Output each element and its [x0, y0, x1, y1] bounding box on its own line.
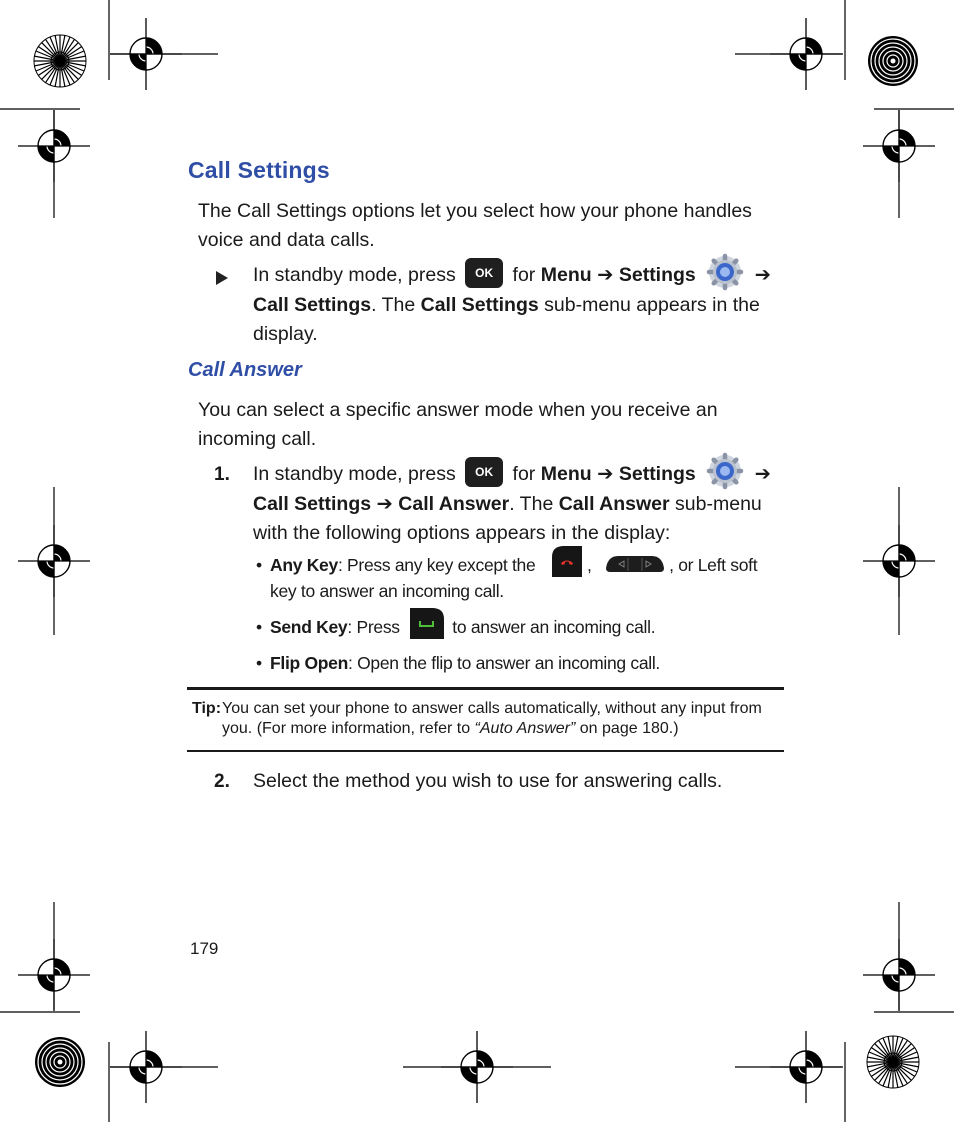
- nav-step-call-settings: Call Settings: [253, 294, 372, 316]
- tip-bottom-rule: [187, 750, 784, 752]
- nav-step-text-2: for: [512, 264, 536, 287]
- tip-text: [222, 699, 784, 739]
- section-title: Call Settings: [188, 157, 330, 183]
- step-1-text-3: . The: [509, 493, 554, 515]
- nav-step: [253, 261, 788, 349]
- step-1-arrow-3: ➔: [376, 493, 393, 515]
- nav-step-call-settings-2: Call Settings: [420, 294, 539, 316]
- nav-step-arrow-2: ➔: [754, 264, 771, 287]
- page-number: 179: [190, 939, 219, 958]
- option-any-key-text-2: ,: [586, 555, 592, 575]
- option-any-key-text-3: , or Left soft key to answer an incoming call.: [270, 555, 758, 602]
- step-1-call-answer: Call Answer: [398, 493, 510, 515]
- step-1-arrow-1: ➔: [597, 463, 614, 486]
- answer-options-list: [256, 553, 786, 675]
- nav-step-arrow-1: ➔: [597, 264, 614, 287]
- section-intro: The Call Settings options let you select how your phone handles voice and data calls.: [198, 200, 752, 251]
- option-flip-open-label: Flip Open: [270, 652, 348, 673]
- option-send-key-text-1: : Press: [347, 617, 400, 638]
- nav-step-menu: Menu: [540, 264, 592, 287]
- settings-gear-icon: [705, 452, 745, 490]
- option-flip-open-text: : Open the flip to answer an incoming call.: [348, 652, 660, 673]
- tip-label: Tip:: [192, 700, 222, 717]
- ok-key-icon: OK: [465, 258, 503, 288]
- option-send-key: [256, 615, 786, 640]
- nav-step-text-3: . The: [371, 294, 416, 316]
- tip-reference: “Auto Answer”: [474, 720, 576, 737]
- option-send-key-text-2: to answer an incoming call.: [452, 617, 656, 638]
- nav-step-text-1: In standby mode, press: [253, 264, 456, 287]
- step-2-text: Select the method you wish to use for answering calls.: [253, 770, 723, 792]
- step-1-text-4: sub-menu with the following options appears in the display:: [253, 493, 762, 544]
- tip-top-rule: [187, 687, 784, 690]
- option-send-key-label: Send Key: [270, 617, 348, 638]
- step-1-text-1: In standby mode, press: [253, 463, 456, 486]
- send-key-icon: [408, 605, 446, 641]
- step-1-settings: Settings: [618, 463, 696, 486]
- step-1-text-2: for: [512, 463, 536, 486]
- nav-step-settings: Settings: [618, 264, 696, 287]
- subsection-title: Call Answer: [188, 359, 302, 381]
- settings-gear-icon: [705, 253, 745, 291]
- tip-box: [192, 699, 784, 739]
- option-flip-open: [256, 651, 786, 675]
- end-key-icon: [548, 543, 584, 579]
- option-any-key: [256, 553, 786, 603]
- tip-text-1: You can set your phone to answer calls automatically, without any input from you. (For more information, refer to: [222, 700, 762, 737]
- step-1: [253, 460, 788, 548]
- step-1-call-answer-2: Call Answer: [558, 493, 670, 515]
- nav-step-text-4: sub-menu appears in the display.: [253, 294, 760, 345]
- step-2-number: 2.: [214, 771, 230, 792]
- tip-text-2: on page 180.): [579, 720, 679, 737]
- navigation-key-icon: [604, 554, 666, 574]
- step-1-number: 1.: [214, 464, 230, 485]
- step-1-call-settings: Call Settings: [253, 493, 372, 515]
- option-any-key-label: Any Key: [270, 555, 338, 575]
- subsection-intro: You can select a specific answer mode when you receive an incoming call.: [198, 399, 718, 450]
- step-1-arrow-2: ➔: [754, 463, 771, 486]
- step-arrow-icon: [216, 271, 228, 285]
- option-any-key-text-1: : Press any key except the: [337, 555, 536, 575]
- ok-key-icon: OK: [465, 457, 503, 487]
- step-1-menu: Menu: [540, 463, 592, 486]
